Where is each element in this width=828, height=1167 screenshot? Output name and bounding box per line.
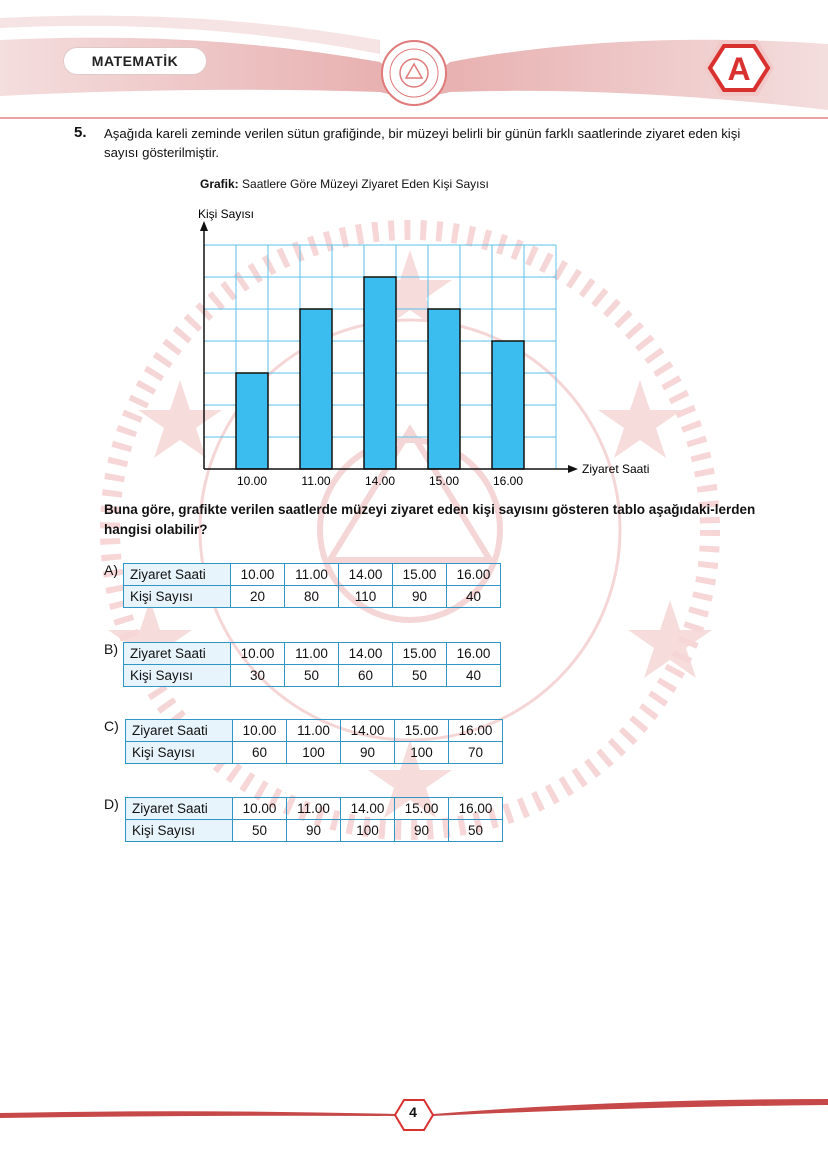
count-cell: 50 bbox=[393, 665, 447, 687]
hour-cell: 10.00 bbox=[231, 643, 285, 665]
count-row-header: Kişi Sayısı bbox=[124, 665, 231, 687]
hour-row-header: Ziyaret Saati bbox=[126, 798, 233, 820]
count-cell: 100 bbox=[287, 742, 341, 764]
hour-cell: 15.00 bbox=[395, 720, 449, 742]
subject-label: MATEMATİK bbox=[64, 48, 206, 74]
option-label: A) bbox=[104, 562, 118, 578]
count-cell: 30 bbox=[231, 665, 285, 687]
hour-cell: 15.00 bbox=[395, 798, 449, 820]
count-cell: 50 bbox=[233, 820, 287, 842]
count-cell: 100 bbox=[395, 742, 449, 764]
count-cell: 80 bbox=[285, 586, 339, 608]
hour-cell: 15.00 bbox=[393, 643, 447, 665]
count-cell: 50 bbox=[285, 665, 339, 687]
question-stem: Aşağıda kareli zeminde verilen sütun grafiğinde, bir müzeyi belirli bir günün farklı saatlerinde ziyaret eden kişi sayısı gösterilmiştir. bbox=[104, 126, 741, 160]
hour-row-header: Ziyaret Saati bbox=[124, 643, 231, 665]
page-number: 4 bbox=[409, 1104, 417, 1120]
x-tick-label: 11.00 bbox=[301, 474, 331, 488]
hour-row-header: Ziyaret Saati bbox=[124, 564, 231, 586]
hour-cell: 14.00 bbox=[341, 720, 395, 742]
y-axis-label: Kişi Sayısı bbox=[198, 207, 255, 221]
x-tick-label: 15.00 bbox=[428, 474, 460, 488]
count-cell: 100 bbox=[341, 820, 395, 842]
option-table bbox=[123, 642, 501, 687]
hour-cell: 10.00 bbox=[231, 564, 285, 586]
option-label: B) bbox=[104, 641, 118, 657]
hour-cell: 16.00 bbox=[447, 564, 501, 586]
count-row-header: Kişi Sayısı bbox=[124, 586, 231, 608]
count-cell: 60 bbox=[339, 665, 393, 687]
count-cell: 90 bbox=[287, 820, 341, 842]
option-label: D) bbox=[104, 796, 119, 812]
count-cell: 60 bbox=[233, 742, 287, 764]
bar-14.00 bbox=[364, 277, 396, 469]
x-tick-label: 16.00 bbox=[492, 474, 524, 488]
option-table bbox=[123, 563, 501, 608]
count-cell: 70 bbox=[449, 742, 503, 764]
y-axis-arrow-icon bbox=[200, 221, 208, 231]
question-number: 5. bbox=[74, 124, 87, 141]
x-tick-label: 14.00 bbox=[364, 474, 396, 488]
question-prompt: Buna göre, grafikte verilen saatlerde müzeyi ziyaret eden kişi sayısını gösteren tablo aşağıdaki-lerden hangisi olabilir? bbox=[104, 502, 756, 537]
hour-cell: 11.00 bbox=[287, 720, 341, 742]
hour-cell: 10.00 bbox=[233, 798, 287, 820]
hour-cell: 10.00 bbox=[233, 720, 287, 742]
bar-11.00 bbox=[300, 309, 332, 469]
x-tick-label: 10.00 bbox=[236, 474, 268, 488]
hour-cell: 16.00 bbox=[449, 720, 503, 742]
count-cell: 110 bbox=[339, 586, 393, 608]
count-cell: 50 bbox=[449, 820, 503, 842]
hour-cell: 14.00 bbox=[341, 798, 395, 820]
option-label: C) bbox=[104, 718, 119, 734]
x-tick-labels bbox=[237, 474, 523, 488]
booklet-letter: A bbox=[727, 51, 751, 87]
x-axis-arrow-icon bbox=[568, 465, 578, 473]
bar-chart bbox=[150, 200, 670, 492]
count-cell: 90 bbox=[395, 820, 449, 842]
hour-cell: 11.00 bbox=[287, 798, 341, 820]
chart-title bbox=[200, 177, 489, 191]
option-table bbox=[125, 719, 503, 764]
hour-cell: 11.00 bbox=[285, 643, 339, 665]
hour-row-header: Ziyaret Saati bbox=[126, 720, 233, 742]
count-cell: 40 bbox=[447, 665, 501, 687]
count-cell: 90 bbox=[393, 586, 447, 608]
bar-10.00 bbox=[236, 373, 268, 469]
chart-title-prefix: Grafik: bbox=[200, 177, 239, 191]
hour-cell: 16.00 bbox=[447, 643, 501, 665]
count-cell: 20 bbox=[231, 586, 285, 608]
count-row-header: Kişi Sayısı bbox=[126, 820, 233, 842]
hour-cell: 11.00 bbox=[285, 564, 339, 586]
bar-15.00 bbox=[428, 309, 460, 469]
count-cell: 40 bbox=[447, 586, 501, 608]
header-divider bbox=[0, 117, 828, 119]
option-table bbox=[125, 797, 503, 842]
hour-cell: 15.00 bbox=[393, 564, 447, 586]
count-row-header: Kişi Sayısı bbox=[126, 742, 233, 764]
count-cell: 90 bbox=[341, 742, 395, 764]
x-axis-label: Ziyaret Saati bbox=[582, 462, 650, 476]
chart-title-text: Saatlere Göre Müzeyi Ziyaret Eden Kişi Sayısı bbox=[242, 177, 489, 191]
hour-cell: 14.00 bbox=[339, 564, 393, 586]
hour-cell: 16.00 bbox=[449, 798, 503, 820]
bar-16.00 bbox=[492, 341, 524, 469]
ministry-seal-icon bbox=[382, 41, 446, 105]
hour-cell: 14.00 bbox=[339, 643, 393, 665]
